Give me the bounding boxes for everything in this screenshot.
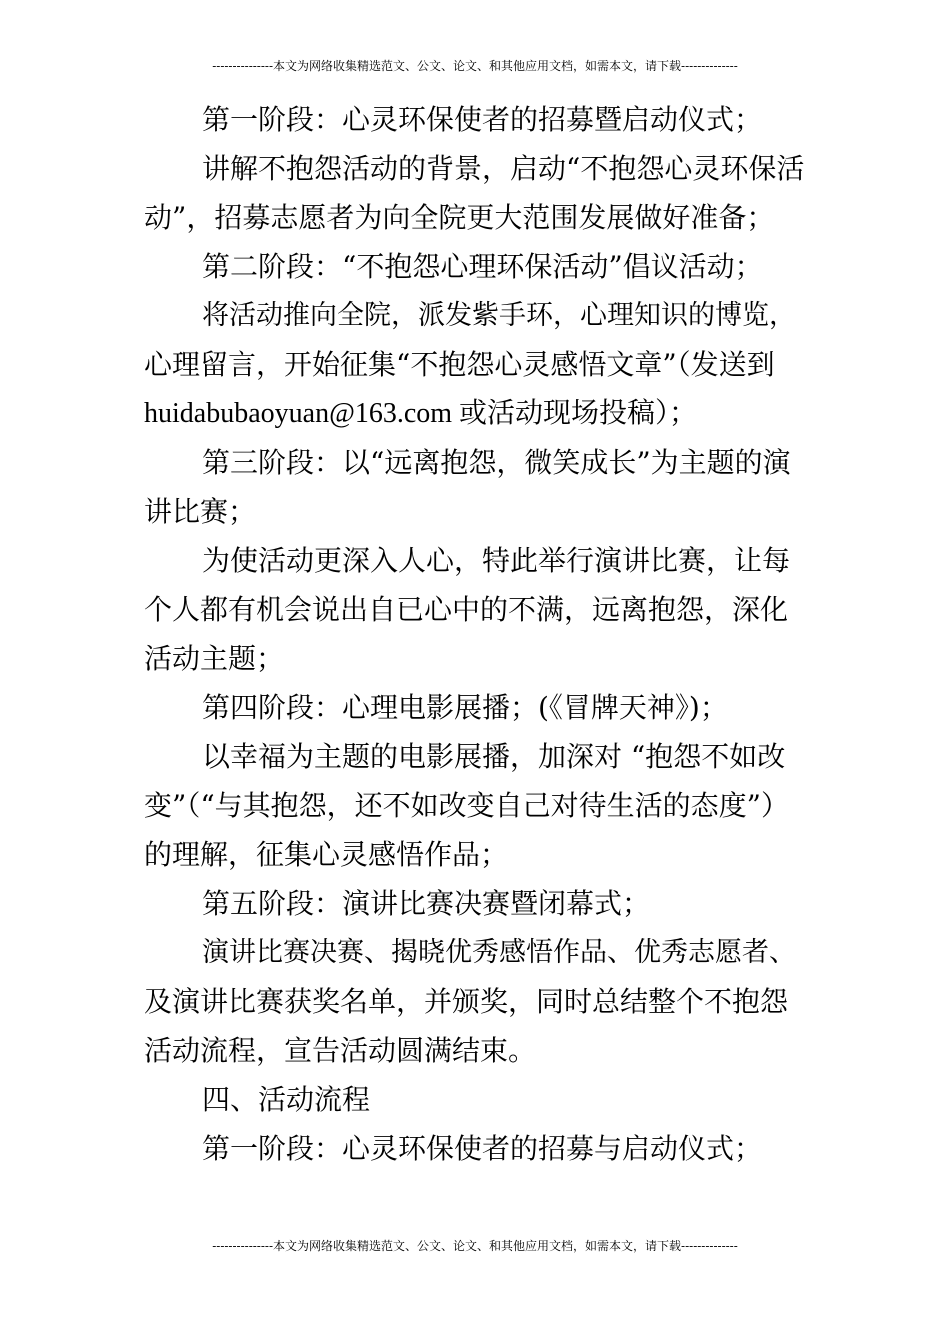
- stage-4-heading: 第四阶段：心理电影展播；(《冒牌天神》)；: [202, 691, 728, 724]
- paragraph-line: 动”，招募志愿者为向全院更大范围发展做好准备；: [144, 201, 775, 234]
- paragraph-line: 为使活动更深入人心，特此举行演讲比赛，让每: [202, 544, 791, 577]
- paragraph-line: 活动主题；: [144, 642, 285, 675]
- paragraph-line: 活动流程，宣告活动圆满结束。: [144, 1034, 537, 1067]
- paragraph-line: 及演讲比赛获奖名单，并颁奖，同时总结整个不抱怨: [144, 985, 789, 1018]
- paragraph-line: 个人都有机会说出自已心中的不满，远离抱怨，深化: [144, 593, 789, 626]
- page-footer: ---------------本文为网络收集精选范文、公文、论文、和其他应用文档，如需本文，请下载--------------: [212, 1239, 738, 1253]
- document-body: [144, 95, 806, 1173]
- stage-3-heading: 第三阶段：以“远离抱怨，微笑成长”为主题的演: [202, 446, 791, 479]
- stage-2-heading: 第二阶段：“不抱怨心理环保活动”倡议活动；: [202, 250, 763, 283]
- paragraph-line: 讲比赛；: [144, 495, 257, 528]
- page-header: ---------------本文为网络收集精选范文、公文、论文、和其他应用文档，如需本文，请下载--------------: [212, 59, 738, 73]
- section-heading: 四、活动流程: [202, 1083, 371, 1116]
- email-line: huidabubaoyuan@163.com 或活动现场投稿）；: [144, 398, 698, 429]
- paragraph-line: 讲解不抱怨活动的背景，启动“不抱怨心灵环保活: [202, 152, 805, 185]
- stage-1-heading: 第一阶段：心灵环保使者的招募暨启动仪式；: [202, 103, 763, 136]
- paragraph-line: 变”（“与其抱怨，还不如改变自己对待生活的态度”）: [144, 789, 789, 822]
- paragraph-line: 演讲比赛决赛、揭晓优秀感悟作品、优秀志愿者、: [202, 937, 796, 968]
- stage-1-heading-repeat: 第一阶段：心灵环保使者的招募与启动仪式；: [202, 1132, 763, 1165]
- paragraph-line: 以幸福为主题的电影展播，加深对 “抱怨不如改: [202, 740, 786, 773]
- paragraph-line: 将活动推向全院，派发紫手环，心理知识的博览，: [202, 300, 796, 331]
- paragraph-line: 的理解，征集心灵感悟作品；: [144, 838, 509, 871]
- stage-5-heading: 第五阶段：演讲比赛决赛暨闭幕式；: [202, 887, 651, 920]
- paragraph-line: 心理留言，开始征集“不抱怨心灵感悟文章”（发送到: [144, 348, 775, 381]
